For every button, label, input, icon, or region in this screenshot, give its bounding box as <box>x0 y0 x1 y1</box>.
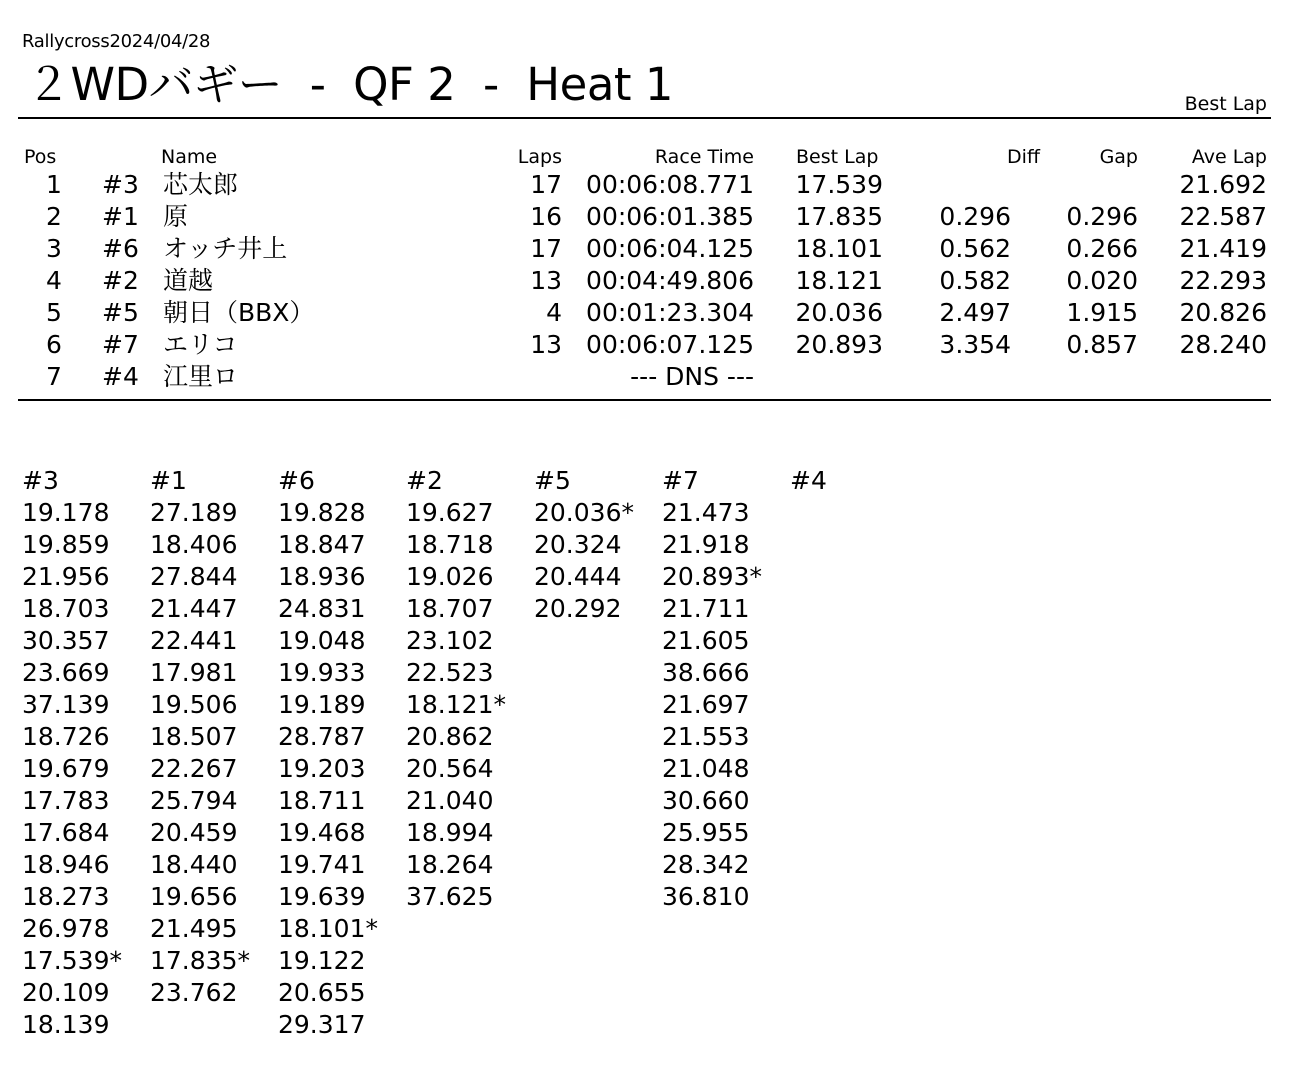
result-ave-lap: 21.419 <box>1179 234 1267 263</box>
lap-column-car: #7 <box>662 466 699 495</box>
result-pos: 7 <box>46 362 62 391</box>
result-car-number: #3 <box>102 170 139 199</box>
lap-time: 19.048 <box>278 626 366 655</box>
lap-time: 18.139 <box>22 1010 110 1039</box>
result-ave-lap: 20.826 <box>1179 298 1267 327</box>
lap-time: 20.109 <box>22 978 110 1007</box>
lap-time: 23.762 <box>150 978 238 1007</box>
lap-time: 19.506 <box>150 690 238 719</box>
lap-time: 24.831 <box>278 594 366 623</box>
col-header-best-lap: Best Lap <box>796 146 879 168</box>
result-car-number: #6 <box>102 234 139 263</box>
lap-time: 19.679 <box>22 754 110 783</box>
result-driver-name: 原 <box>163 202 189 231</box>
result-car-number: #7 <box>102 330 139 359</box>
result-laps: 4 <box>546 298 562 327</box>
result-pos: 2 <box>46 202 62 231</box>
lap-column <box>406 465 534 913</box>
lap-column <box>662 465 790 913</box>
result-driver-name: 芯太郎 <box>163 170 239 199</box>
result-race-time: 00:04:49.806 <box>586 266 754 295</box>
lap-time: 21.711 <box>662 594 750 623</box>
lap-time: 19.741 <box>278 850 366 879</box>
lap-time: 20.862 <box>406 722 494 751</box>
lap-time: 18.406 <box>150 530 238 559</box>
lap-time: 21.447 <box>150 594 238 623</box>
result-gap: 0.266 <box>1066 234 1138 263</box>
lap-time: 20.655 <box>278 978 366 1007</box>
lap-time: 25.955 <box>662 818 750 847</box>
lap-time: 20.324 <box>534 530 622 559</box>
col-header-gap: Gap <box>1099 146 1138 168</box>
result-ave-lap: 21.692 <box>1179 170 1267 199</box>
lap-time: 21.048 <box>662 754 750 783</box>
result-best-lap: 18.121 <box>795 266 883 295</box>
lap-time: 19.026 <box>406 562 494 591</box>
lap-time: 19.189 <box>278 690 366 719</box>
result-row <box>0 169 1299 201</box>
result-pos: 1 <box>46 170 62 199</box>
lap-time: 20.893* <box>662 562 762 591</box>
result-best-lap: 20.036 <box>795 298 883 327</box>
result-diff: 2.497 <box>939 298 1011 327</box>
result-race-time: 00:06:08.771 <box>586 170 754 199</box>
lap-time: 21.605 <box>662 626 750 655</box>
lap-time: 20.459 <box>150 818 238 847</box>
lap-time: 38.666 <box>662 658 750 687</box>
result-ave-lap: 22.293 <box>1179 266 1267 295</box>
result-driver-name: 道越 <box>163 266 214 295</box>
lap-time: 18.718 <box>406 530 494 559</box>
lap-column <box>22 465 150 1041</box>
lap-column-car: #5 <box>534 466 571 495</box>
result-driver-name: 江里ロ <box>163 362 239 391</box>
lap-column <box>150 465 278 1009</box>
col-header-name: Name <box>161 146 218 168</box>
result-pos: 3 <box>46 234 62 263</box>
result-pos: 4 <box>46 266 62 295</box>
lap-time: 17.684 <box>22 818 110 847</box>
result-gap: 1.915 <box>1066 298 1138 327</box>
lap-time: 18.994 <box>406 818 494 847</box>
lap-time: 21.040 <box>406 786 494 815</box>
result-laps: 13 <box>530 330 562 359</box>
lap-time: 27.189 <box>150 498 238 527</box>
lap-time: 26.978 <box>22 914 110 943</box>
result-ave-lap: 22.587 <box>1179 202 1267 231</box>
result-pos: 6 <box>46 330 62 359</box>
lap-column-car: #4 <box>790 466 827 495</box>
col-header-ave-lap: Ave Lap <box>1191 146 1267 168</box>
result-race-time: --- DNS --- <box>630 362 754 391</box>
lap-time: 19.859 <box>22 530 110 559</box>
lap-time: 19.639 <box>278 882 366 911</box>
result-gap: 0.020 <box>1066 266 1138 295</box>
lap-time: 18.946 <box>22 850 110 879</box>
lap-time: 22.267 <box>150 754 238 783</box>
lap-time: 37.139 <box>22 690 110 719</box>
lap-time: 17.783 <box>22 786 110 815</box>
result-row <box>0 329 1299 361</box>
lap-column-car: #3 <box>22 466 59 495</box>
result-row <box>0 233 1299 265</box>
result-car-number: #2 <box>102 266 139 295</box>
result-row <box>0 361 1299 393</box>
lap-time: 18.121* <box>406 690 506 719</box>
lap-time: 20.564 <box>406 754 494 783</box>
result-car-number: #4 <box>102 362 139 391</box>
lap-time: 19.122 <box>278 946 366 975</box>
lap-column-car: #1 <box>150 466 187 495</box>
header-divider <box>18 117 1271 119</box>
lap-time: 17.539* <box>22 946 122 975</box>
col-header-pos: Pos <box>24 146 57 168</box>
result-best-lap: 18.101 <box>795 234 883 263</box>
lap-time: 21.918 <box>662 530 750 559</box>
lap-time: 18.726 <box>22 722 110 751</box>
result-pos: 5 <box>46 298 62 327</box>
lap-time: 20.444 <box>534 562 622 591</box>
lap-time: 27.844 <box>150 562 238 591</box>
lap-time: 18.707 <box>406 594 494 623</box>
result-gap: 0.296 <box>1066 202 1138 231</box>
race-title: ２WDバギー - QF 2 - Heat 1 <box>26 58 673 111</box>
lap-time: 20.292 <box>534 594 622 623</box>
table-divider <box>18 399 1271 401</box>
lap-time: 19.933 <box>278 658 366 687</box>
lap-column <box>790 465 918 497</box>
lap-time: 19.627 <box>406 498 494 527</box>
lap-time: 25.794 <box>150 786 238 815</box>
lap-time: 28.342 <box>662 850 750 879</box>
result-race-time: 00:06:07.125 <box>586 330 754 359</box>
result-race-time: 00:06:04.125 <box>586 234 754 263</box>
lap-time: 21.956 <box>22 562 110 591</box>
lap-column <box>278 465 406 1041</box>
lap-time: 18.936 <box>278 562 366 591</box>
col-header-race-time: Race Time <box>654 146 754 168</box>
result-row <box>0 201 1299 233</box>
result-race-time: 00:06:01.385 <box>586 202 754 231</box>
result-laps: 17 <box>530 170 562 199</box>
lap-time: 17.981 <box>150 658 238 687</box>
lap-column-car: #2 <box>406 466 443 495</box>
lap-time: 23.102 <box>406 626 494 655</box>
lap-time: 37.625 <box>406 882 494 911</box>
result-gap: 0.857 <box>1066 330 1138 359</box>
lap-time: 30.357 <box>22 626 110 655</box>
col-header-diff: Diff <box>1007 146 1040 168</box>
lap-time: 19.468 <box>278 818 366 847</box>
result-row <box>0 265 1299 297</box>
lap-time: 19.828 <box>278 498 366 527</box>
result-laps: 13 <box>530 266 562 295</box>
result-car-number: #5 <box>102 298 139 327</box>
lap-time: 17.835* <box>150 946 250 975</box>
lap-time: 19.178 <box>22 498 110 527</box>
lap-time: 20.036* <box>534 498 634 527</box>
result-driver-name: 朝日（BBX） <box>163 298 315 327</box>
result-diff: 0.296 <box>939 202 1011 231</box>
result-race-time: 00:01:23.304 <box>586 298 754 327</box>
result-diff: 0.582 <box>939 266 1011 295</box>
lap-time: 21.473 <box>662 498 750 527</box>
result-car-number: #1 <box>102 202 139 231</box>
col-header-laps: Laps <box>517 146 562 168</box>
lap-time: 22.441 <box>150 626 238 655</box>
lap-column-car: #6 <box>278 466 315 495</box>
lap-time: 30.660 <box>662 786 750 815</box>
result-best-lap: 17.539 <box>795 170 883 199</box>
result-laps: 16 <box>530 202 562 231</box>
result-laps: 17 <box>530 234 562 263</box>
result-driver-name: エリコ <box>163 330 238 359</box>
lap-time: 19.656 <box>150 882 238 911</box>
result-diff: 3.354 <box>939 330 1011 359</box>
lap-time: 21.697 <box>662 690 750 719</box>
lap-time: 23.669 <box>22 658 110 687</box>
sort-mode-label: Best Lap <box>1184 93 1267 115</box>
lap-time: 28.787 <box>278 722 366 751</box>
lap-time: 18.101* <box>278 914 378 943</box>
lap-time: 22.523 <box>406 658 494 687</box>
lap-time: 18.507 <box>150 722 238 751</box>
result-best-lap: 17.835 <box>795 202 883 231</box>
result-best-lap: 20.893 <box>795 330 883 359</box>
lap-column <box>534 465 662 625</box>
result-driver-name: オッチ井上 <box>163 234 288 263</box>
lap-time: 19.203 <box>278 754 366 783</box>
result-ave-lap: 28.240 <box>1179 330 1267 359</box>
lap-time: 18.273 <box>22 882 110 911</box>
lap-time: 29.317 <box>278 1010 366 1039</box>
lap-time: 18.264 <box>406 850 494 879</box>
lap-time: 21.553 <box>662 722 750 751</box>
lap-time: 18.711 <box>278 786 366 815</box>
event-name: Rallycross2024/04/28 <box>22 31 211 52</box>
lap-time: 18.440 <box>150 850 238 879</box>
lap-time: 18.703 <box>22 594 110 623</box>
lap-time: 36.810 <box>662 882 750 911</box>
lap-time: 18.847 <box>278 530 366 559</box>
result-diff: 0.562 <box>939 234 1011 263</box>
lap-time: 21.495 <box>150 914 238 943</box>
result-row <box>0 297 1299 329</box>
